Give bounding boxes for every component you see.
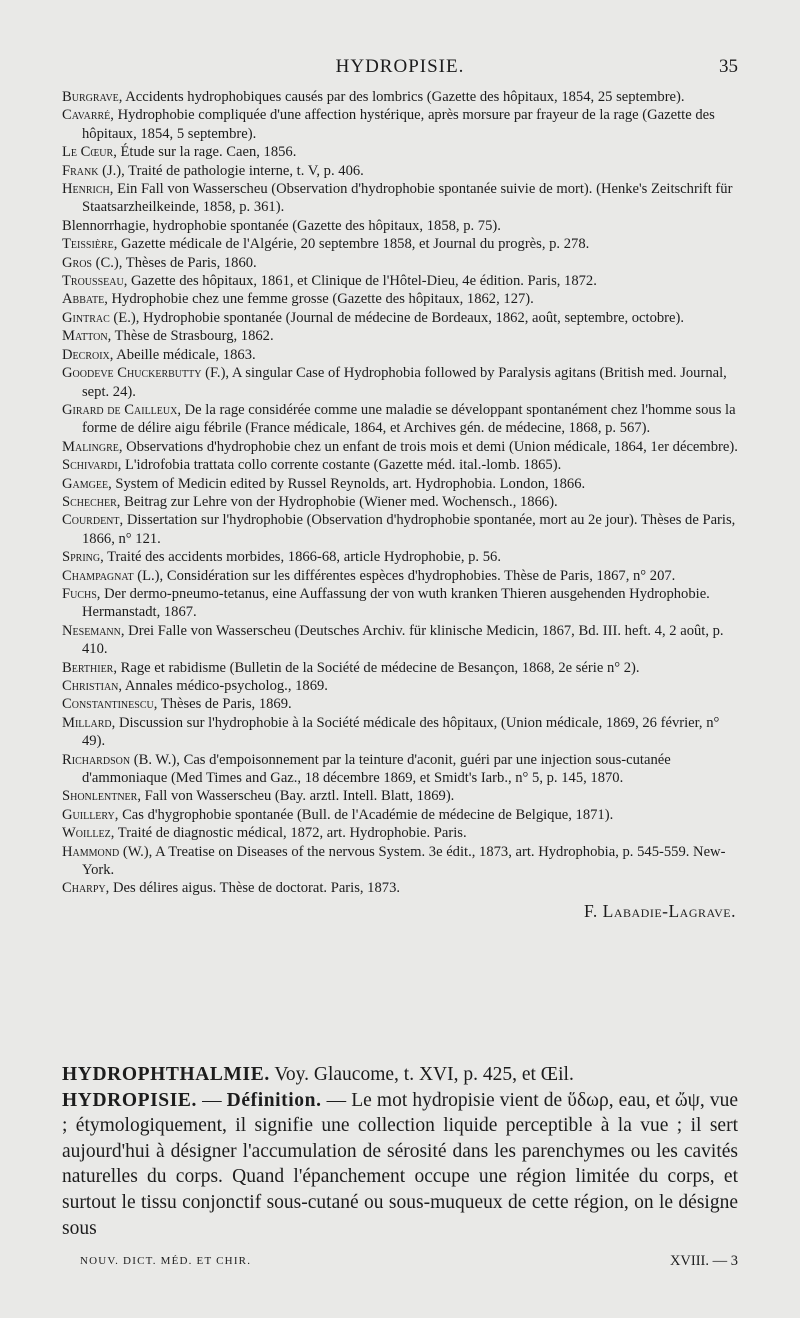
entry-author: Constantinescu <box>62 696 154 713</box>
hydropisie-definition: — Le mot hydropisie vient de ὕδωρ, eau, et ὤψ, vue ; étymologiquement, il signifie une collection liquide perceptible à la vue ; il sert aujourd'hui à désigner l'accumulation de sérosité dans les parenchymes ou les cavités naturelles du corps. Quand l'épanchement occupe une région limitée du corps, et surtout le tissu conjonctif sous-cutané ou sous-muqueux de cette région, on le désigne sous <box>62 1089 739 1239</box>
entry-author: Charpy <box>62 880 106 897</box>
entry-text: , Thèse de Strasbourg, 1862. <box>107 328 274 345</box>
entry-author: Shonlentner <box>62 788 138 805</box>
entry-text: , Étude sur la rage. Caen, 1856. <box>113 144 297 161</box>
entry-text: , Gazette des hôpitaux, 1861, et Clinique de l'Hôtel-Dieu, 4e édition. Paris, 1872. <box>123 273 597 290</box>
entry-author: Gintrac <box>62 309 110 326</box>
bibliography-entry <box>62 787 738 805</box>
bibliography-entry <box>62 456 738 474</box>
article-section <box>62 1062 738 1241</box>
bibliography-entry <box>62 327 738 345</box>
page-footer <box>80 1253 738 1273</box>
bibliography-entry <box>62 548 738 566</box>
hydrophthalmie-crossref: Voy. Glaucome, t. XVI, p. 425, et Œil. <box>269 1064 574 1085</box>
bibliography-entry <box>62 879 738 897</box>
entry-author: Christian <box>62 678 119 694</box>
hydropisie-dash: — <box>197 1089 227 1111</box>
entry-text: , De la rage considérée comme une maladie se développant spontanément chez l'homme sous la forme de délire aigu fébrile (France médicale, 1864, et Archives gén. de médecine, 1868, p. 567). <box>82 401 736 437</box>
bibliography-entry <box>62 346 738 364</box>
entry-author: Henrich <box>62 181 110 198</box>
entry-text: (B. W.), Cas d'empoisonnement par la teinture d'aconit, guéri par une injection sous-cutanée d'ammoniaque (Med Times and Gaz., 18 décembre 1869, et Smidt's Iarb., n° 5, p. 145, 1870. <box>82 751 671 787</box>
bibliography-entry <box>62 235 738 253</box>
entry-text: Blennorrhagie, hydrophobie spontanée (Gazette des hôpitaux, 1858, p. 75). <box>62 217 501 234</box>
bibliography-entry <box>62 493 738 511</box>
entry-text: , System of Medicin edited by Russel Reynolds, art. Hydrophobia. London, 1866. <box>108 475 586 492</box>
entry-text: , Fall von Wasserscheu (Bay. arztl. Intell. Blatt, 1869). <box>137 788 455 805</box>
bibliography-entry <box>62 309 738 327</box>
entry-author: Le Cœur <box>62 144 114 161</box>
entry-text: , Beitrag zur Lehre von der Hydrophobie (Wiener med. Wochensch., 1866). <box>116 493 558 510</box>
bibliography-entry <box>62 585 738 622</box>
entry-author: Hammond <box>62 843 120 860</box>
bibliography-entry <box>62 364 738 401</box>
entry-author: Gamgee <box>62 475 109 492</box>
bibliography-entry <box>62 106 738 143</box>
entry-text: (L.), Considération sur les différentes espèces d'hydrophobies. Thèse de Paris, 1867, n° 207. <box>133 567 676 584</box>
bibliography-entry <box>62 88 738 106</box>
entry-text: , Rage et rabidisme (Bulletin de la Société de médecine de Besançon, 1868, 2e série n° 2). <box>113 659 640 676</box>
entry-author: Millard <box>62 714 112 731</box>
bibliography-entry <box>62 511 738 548</box>
footer-volume-sheet: XVIII. — 3 <box>669 1253 738 1269</box>
entry-author: Girard de Cailleux <box>62 401 178 418</box>
entry-text: , Ein Fall von Wasserscheu (Observation d'hydrophobie spontanée suivie de mort). (Henke's Zeitschrift für Staatsarzheilkeinde, 1858, p. 361). <box>82 181 733 216</box>
bibliography-entry <box>62 217 738 235</box>
entry-author: Abbate <box>62 291 105 308</box>
entry-author: Guillery <box>62 806 115 823</box>
entry-author: Matton <box>62 328 108 345</box>
bibliography-entry <box>62 290 738 308</box>
entry-author: Malingre <box>62 438 119 455</box>
entry-author: Schivardi <box>62 457 118 474</box>
bibliography-entry <box>62 659 738 677</box>
bibliography-entry <box>62 677 738 695</box>
entry-text: , L'idrofobia trattata collo corrente costante (Gazette méd. ital.-lomb. 1865). <box>117 457 562 474</box>
entry-author: Decroix <box>62 346 110 363</box>
entry-author: Nesemann <box>62 622 121 639</box>
bibliography-entry <box>62 401 738 438</box>
entry-text: (J.), Traité de pathologie interne, t. V, p. 406. <box>98 162 364 179</box>
bibliography-entry <box>62 438 738 456</box>
bibliography-entry <box>62 272 738 290</box>
bibliography-entry <box>62 143 738 161</box>
entry-text: , Hydrophobie chez une femme grosse (Gazette des hôpitaux, 1862, 127). <box>104 291 534 308</box>
entry-author: Teissière <box>62 236 114 253</box>
entry-author: Schecher <box>62 493 117 510</box>
author-signature: F. Labadie-Lagrave. <box>584 900 736 921</box>
bibliography-entry <box>62 254 738 272</box>
entry-author: Courdent <box>62 512 120 529</box>
bibliography-entry <box>62 806 738 824</box>
bibliography-entry <box>62 843 738 880</box>
entry-author: Fuchs <box>62 585 97 602</box>
definition-subhead: Définition. <box>226 1089 322 1111</box>
bibliography-entry <box>62 751 738 788</box>
entry-author: Burgrave <box>62 89 119 105</box>
entry-author: Trousseau <box>62 273 124 290</box>
entry-text: , Annales médico-psycholog., 1869. <box>118 678 328 694</box>
bibliography-entry <box>62 714 738 751</box>
running-head <box>0 56 800 80</box>
bibliography-entry <box>62 475 738 493</box>
hydrophthalmie-headword: HYDROPHTHALMIE. <box>62 1064 270 1085</box>
footer-signature-mark: NOUV. DICT. MÉD. ET CHIR. <box>80 1255 252 1267</box>
hydropisie-headword: HYDROPISIE. <box>62 1089 197 1111</box>
bibliography-entry <box>62 824 738 842</box>
entry-text: , Drei Falle von Wasserscheu (Deutsches Archiv. für klinische Medicin, 1867, Bd. III. heft. 4, 2 août, p. 410. <box>82 622 724 658</box>
entry-text: , Des délires aigus. Thèse de doctorat. Paris, 1873. <box>105 880 401 897</box>
entry-author: Gros <box>62 254 92 271</box>
entry-text: , Accidents hydrophobiques causés par des lombrics (Gazette des hôpitaux, 1854, 25 septembre). <box>118 89 685 105</box>
page-number: 35 <box>719 56 738 77</box>
entry-author: Richardson <box>62 751 131 768</box>
entry-text: , Gazette médicale de l'Algérie, 20 septembre 1858, et Journal du progrès, p. 278. <box>113 236 590 253</box>
entry-text: , Dissertation sur l'hydrophobie (Observation d'hydrophobie spontanée, mort au 2e jour). Thèses de Paris, 1866, n° 121. <box>82 512 736 547</box>
running-title: HYDROPISIE. <box>335 56 465 77</box>
bibliography <box>62 88 738 920</box>
entry-author: Spring <box>62 549 101 566</box>
entry-author: Cavarré <box>62 107 111 124</box>
entry-text: , Observations d'hydrophobie chez un enfant de trois mois et demi (Union médicale, 1864, 1er décembre). <box>118 438 738 455</box>
entry-author: Champagnat <box>62 567 134 584</box>
entry-text: , Abeille médicale, 1863. <box>109 346 256 363</box>
bibliography-entry <box>62 567 738 585</box>
entry-text: , Traité des accidents morbides, 1866-68, article Hydrophobie, p. 56. <box>100 549 501 566</box>
entry-text: (C.), Thèses de Paris, 1860. <box>92 254 257 271</box>
entry-text: , Hydrophobie compliquée d'une affection hystérique, après morsure par frayeur de la rage (Gazette des hôpitaux, 1854, 5 septembre). <box>82 107 715 142</box>
entry-text: , Traité de diagnostic médical, 1872, art. Hydrophobie. Paris. <box>110 825 467 842</box>
entry-text: (W.), A Treatise on Diseases of the nervous System. 3e édit., 1873, art. Hydrophobia, p. 545-559. New-York. <box>82 843 726 879</box>
bibliography-entry <box>62 162 738 180</box>
entry-author: Berthier <box>62 659 114 676</box>
hydropisie-entry <box>62 1088 738 1242</box>
entry-text: (E.), Hydrophobie spontanée (Journal de médecine de Bordeaux, 1862, août, septembre, octobre). <box>109 309 685 326</box>
entry-text: , Discussion sur l'hydrophobie à la Société médicale des hôpitaux, (Union médicale, 1869, 26 février, n° 49). <box>82 714 720 750</box>
entry-text: (F.), A singular Case of Hydrophobia followed by Paralysis agitans (British med. Journal, sept. 24). <box>82 365 727 400</box>
bibliography-entry <box>62 695 738 713</box>
entry-author: Woillez <box>62 825 111 842</box>
bibliography-entry <box>62 622 738 659</box>
bibliography-entry <box>62 180 738 217</box>
hydrophthalmie-entry <box>62 1062 738 1088</box>
entry-text: , Cas d'hygrophobie spontanée (Bull. de l'Académie de médecine de Belgique, 1871). <box>114 806 614 823</box>
entry-author: Frank <box>62 162 99 179</box>
entry-text: , Der dermo-pneumo-tetanus, eine Auffassung der von wuth kranken Thieren ausgehenden Hydrophobie. Hermanstadt, 1867. <box>82 585 710 621</box>
entry-text: , Thèses de Paris, 1869. <box>153 696 292 713</box>
entry-author: Goodeve Chuckerbutty <box>62 365 202 382</box>
